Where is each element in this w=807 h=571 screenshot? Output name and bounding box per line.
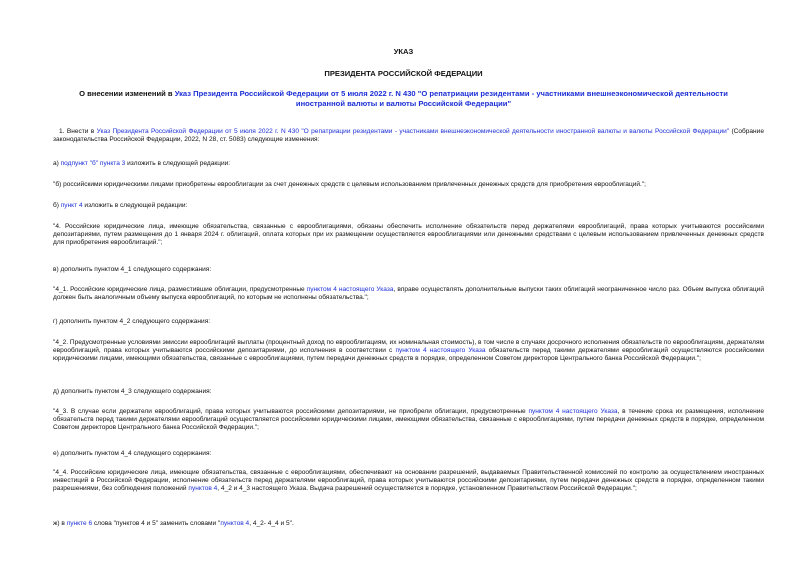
d-text-link[interactable]: пунктом 4 настоящего Указа xyxy=(528,408,618,415)
item-v-text xyxy=(53,286,764,302)
zh-link-1[interactable]: пункте 6 xyxy=(66,520,93,527)
item-b-suffix: изложить в следующей редакции: xyxy=(82,202,188,209)
paragraph-1 xyxy=(53,128,764,144)
doc-title: УКАЗ xyxy=(393,47,414,56)
subtitle-prefix: О внесении изменений в xyxy=(79,89,175,98)
doc-issuer: ПРЕЗИДЕНТА РОССИЙСКОЙ ФЕДЕРАЦИИ xyxy=(324,69,483,78)
item-a-prefix: а) xyxy=(53,160,61,167)
p1-suffix: (Собрание законодательства Российской Федерации, 2022, N 28, ст. 5083) следующие изменения: xyxy=(53,128,764,144)
item-a-suffix: изложить в следующей редакции: xyxy=(125,160,231,167)
d-text-prefix: "4_3. В случае если держатели еврооблигаций, права которых учитываются российскими депозитариями, не приобрели облигации, предусмотренные xyxy=(53,408,529,415)
zh-mid: слова "пунктов 4 и 5" заменить словами " xyxy=(92,520,221,527)
p1-prefix: 1. Внести в xyxy=(59,128,97,135)
item-b-text: "4. Российские юридические лица, имеющие обязательства, связанные с еврооблигациями, обязаны обеспечить исполнение обязательств перед держателями еврооблигаций, права которых учитываются российскими депозитариями, путем размещения до 1 января 2024 г. облигаций, оплата которых при их размещении осуществляется еврооблигациями или денежными средствами с целевым использованием привлеченных денежных средств для приобретения еврооблигаций."; xyxy=(53,223,764,247)
item-g-text xyxy=(53,339,764,364)
e-text-link[interactable]: пунктов 4 xyxy=(188,485,218,493)
item-b xyxy=(53,202,764,210)
item-a-text: "б) российскими юридическими лицами приобретены еврооблигации за счет денежных средств с целевым использованием привлеченных денежных средств для приобретения еврооблигаций."; xyxy=(53,181,646,188)
subtitle-link[interactable]: Указ Президента Российской Федерации от 5 июля 2022 г. N 430 "О репатриации резидентами - участниками внешнеэкономической деятельности иностранной валюты и валюты Российской Федерации" xyxy=(174,89,728,108)
item-d-text xyxy=(53,408,764,433)
item-v: в) дополнить пунктом 4_1 следующего содержания: xyxy=(53,266,212,273)
v-text-prefix: "4_1. Российские юридические лица, разместившие облигации, предусмотренные xyxy=(53,286,307,293)
v-text-link[interactable]: пунктом 4 настоящего Указа xyxy=(306,286,394,293)
g-text-prefix: "4_2. Предусмотренные условиями эмиссии еврооблигаций выплаты (процентный доход по еврооблигациям, их номинальная стоимость), в том числе в случаях досрочного исполнения обязательств по еврооблигациям, держателям еврооблигаций, права которых учитываются российскими депозитариями, до исполнения в соответствии с xyxy=(53,339,764,355)
item-zh xyxy=(53,520,764,528)
zh-link-2[interactable]: пунктов 4 xyxy=(220,520,250,527)
item-e: е) дополнить пунктом 4_4 следующего содержания: xyxy=(53,450,212,457)
zh-suffix: , 4_2- 4_4 и 5". xyxy=(249,520,294,527)
e-text-prefix: "4_4. Российские юридические лица, имеющие обязательства, связанные с еврооблигациями, обеспечивают на основании разрешений, выдаваемых Правительственной комиссией по контролю за осуществлением иностранных инвестиций в Российской Федерации, исполнение обязательств перед держателями еврооблигаций, права которых учитываются российскими депозитариями, путем передачи денежных средств в порядке, определенном такими разрешениями, без соблюдения положений xyxy=(53,469,764,493)
item-e-text xyxy=(53,469,764,494)
g-text-link[interactable]: пунктом 4 настоящего Указа xyxy=(395,347,486,355)
p1-link[interactable]: Указ Президента Российской Федерации от 5 июля 2022 г. N 430 "О репатриации резидентами - участниками внешнеэкономической деятельности иностранной валюты и валюты Российской Федерации" xyxy=(96,128,730,135)
v-text-suffix: , вправе осуществлять дополнительные выпуски таких облигаций неограниченное число раз. Объем выпуска облигаций должен быть аналогичным объему выпуска еврооблигаций, по которым не исполнены обязательства."; xyxy=(53,286,764,302)
e-text-suffix: , 4_2 и 4_3 настоящего Указа. Выдача разрешений осуществляется в порядке, установленном Правительством Российской Федерации."; xyxy=(217,485,637,493)
item-b-link[interactable]: пункт 4 xyxy=(60,202,83,209)
doc-subtitle xyxy=(60,89,747,108)
item-g: г) дополнить пунктом 4_2 следующего содержания: xyxy=(53,318,211,325)
item-b-prefix: б) xyxy=(53,202,61,209)
g-text-suffix: обязательств перед такими держателями еврооблигаций осуществляются российскими юридическими лицами, имеющими обязательства, связанные с еврооблигациями, путем передачи денежных средств в порядке, определенном Советом директоров Центрального банка Российской Федерации."; xyxy=(53,347,764,363)
d-text-suffix: , в течение срока их размещения, исполнение обязательств перед такими держателями еврооблигаций осуществляется российскими юридическими лицами, имеющими обязательства, связанные с еврооблигациями, путем передачи денежных средств в порядке, определенном Советом директоров Центрального банка Российской Федерации."; xyxy=(53,408,765,432)
item-a-link[interactable]: подпункт "б" пункта 3 xyxy=(60,160,126,167)
zh-prefix: ж) в xyxy=(53,520,67,527)
item-d: д) дополнить пунктом 4_3 следующего содержания: xyxy=(53,388,212,395)
item-a xyxy=(53,160,764,168)
